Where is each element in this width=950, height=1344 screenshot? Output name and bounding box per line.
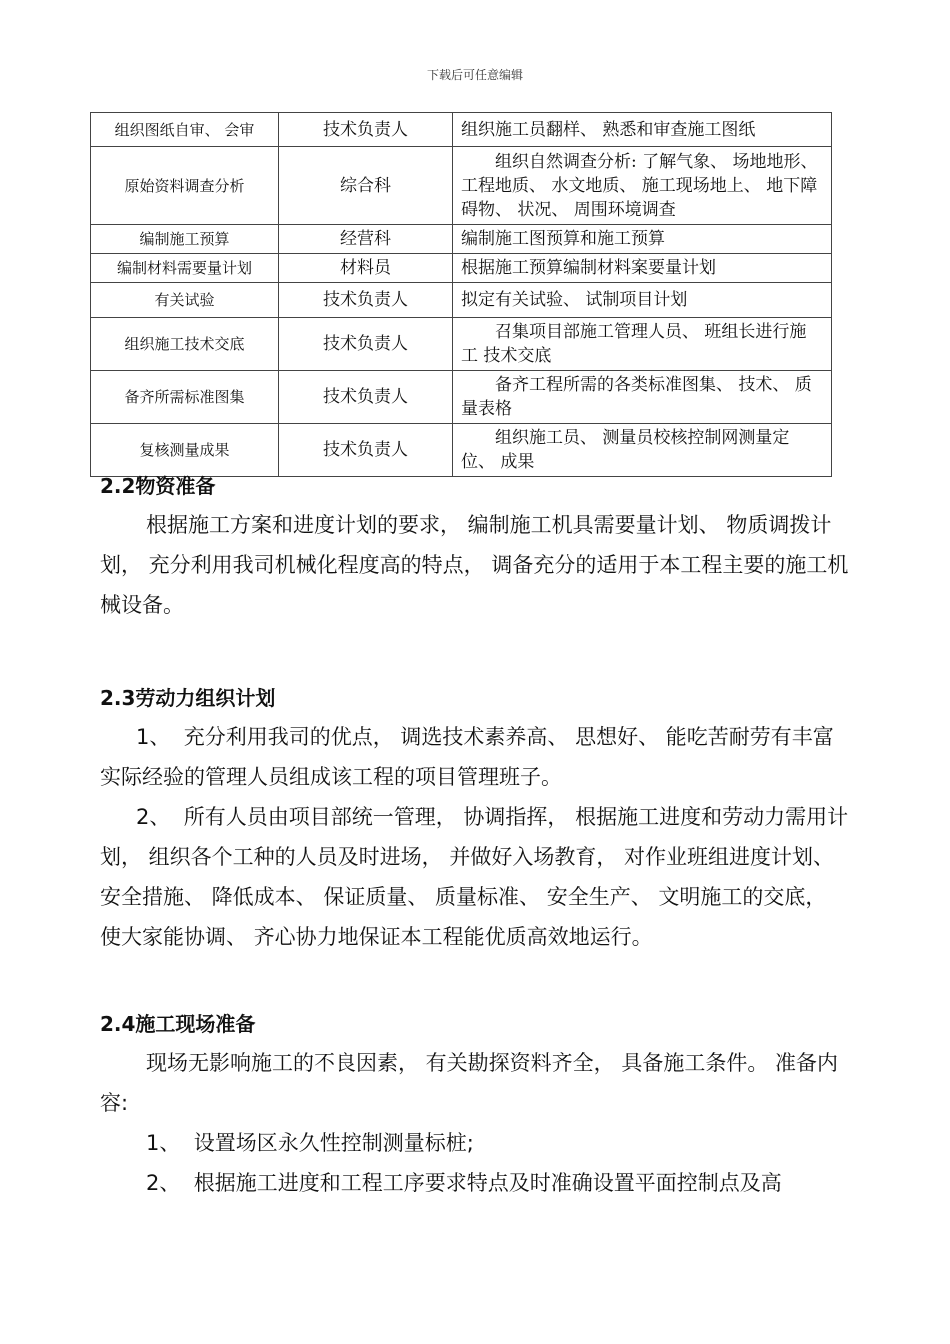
section-2-4-intro: [100, 1043, 852, 1123]
preparation-table: [90, 112, 832, 477]
task-cell: 原始资料调查分析: [91, 147, 279, 225]
table-row: [91, 225, 832, 254]
item-text: 设置场区永久性控制测量标桩;: [193, 1131, 474, 1155]
task-cell: 组织施工技术交底: [91, 318, 279, 371]
section-2-3-item-2: [100, 797, 852, 957]
table-row: [91, 147, 832, 225]
section-2-4-item-1: [100, 1123, 852, 1163]
owner-cell: 材料员: [279, 254, 453, 283]
item-number: 2、: [146, 1171, 181, 1195]
detail-cell: 根据施工预算编制材料案要量计划: [453, 254, 832, 283]
section-2-2-text: 根据施工方案和进度计划的要求， 编制施工机具需要量计划、 物质调拨计划， 充分利用我司机械化程度高的特点， 调备充分的适用于本工程主要的施工机械设备。: [100, 513, 849, 617]
task-cell: 编制材料需要量计划: [91, 254, 279, 283]
task-cell: 备齐所需标准图集: [91, 371, 279, 424]
section-2-4-title: 2.4施工现场准备: [100, 1012, 256, 1036]
section-2-4-item-2: [100, 1163, 852, 1203]
detail-cell: 组织施工员翻样、 熟悉和审查施工图纸: [453, 113, 832, 147]
section-2-3-item-1: [100, 717, 852, 797]
detail-cell: 编制施工图预算和施工预算: [453, 225, 832, 254]
item-number: 1、: [146, 1131, 181, 1155]
item-text: 充分利用我司的优点， 调选技术素养高、 思想好、 能吃苦耐劳有丰富实际经验的管理人员组成该工程的项目管理班子。: [100, 725, 834, 789]
task-cell: 组织图纸自审、 会审: [91, 113, 279, 147]
task-cell: 编制施工预算: [91, 225, 279, 254]
table-row: [91, 254, 832, 283]
preparation-table-body: [91, 113, 832, 477]
detail-cell: 组织施工员、 测量员校核控制网测量定位、 成果: [453, 424, 832, 477]
section-2-2-body: [100, 505, 852, 625]
detail-cell: 备齐工程所需的各类标准图集、 技术、 质量表格: [453, 371, 832, 424]
section-2-3-title: 2.3劳动力组织计划: [100, 686, 276, 710]
item-text: 所有人员由项目部统一管理， 协调指挥， 根据施工进度和劳动力需用计划， 组织各个工种的人员及时进场， 并做好入场教育， 对作业班组进度计划、 安全措施、 降低成本、 保证质量、 质量标准、 安全生产、 文明施工的交底， 使大家能协调、 齐心协力地保证本工程能优质高效地运行。: [100, 805, 849, 949]
owner-cell: 技术负责人: [279, 371, 453, 424]
owner-cell: 经营科: [279, 225, 453, 254]
owner-cell: 技术负责人: [279, 113, 453, 147]
table-row: [91, 424, 832, 477]
detail-cell: 召集项目部施工管理人员、 班组长进行施工 技术交底: [453, 318, 832, 371]
table-row: [91, 371, 832, 424]
item-number: 1、: [136, 725, 171, 749]
task-cell: 有关试验: [91, 283, 279, 318]
detail-cell: 组织自然调查分析: 了解气象、 场地地形、 工程地质、 水文地质、 施工现场地上、 地下障碍物、 状况、 周围环境调查: [453, 147, 832, 225]
owner-cell: 技术负责人: [279, 424, 453, 477]
table-row: [91, 113, 832, 147]
item-number: 2、: [136, 805, 171, 829]
page-header: 下载后可任意编辑: [426, 68, 523, 82]
table-row: [91, 283, 832, 318]
table-row: [91, 318, 832, 371]
item-text: 根据施工进度和工程工序要求特点及时准确设置平面控制点及高: [193, 1171, 782, 1195]
section-2-2-title: 2.2物资准备: [100, 474, 216, 498]
owner-cell: 综合科: [279, 147, 453, 225]
owner-cell: 技术负责人: [279, 318, 453, 371]
intro-text: 现场无影响施工的不良因素， 有关勘探资料齐全， 具备施工条件。 准备内容:: [100, 1051, 839, 1115]
owner-cell: 技术负责人: [279, 283, 453, 318]
task-cell: 复核测量成果: [91, 424, 279, 477]
detail-cell: 拟定有关试验、 试制项目计划: [453, 283, 832, 318]
